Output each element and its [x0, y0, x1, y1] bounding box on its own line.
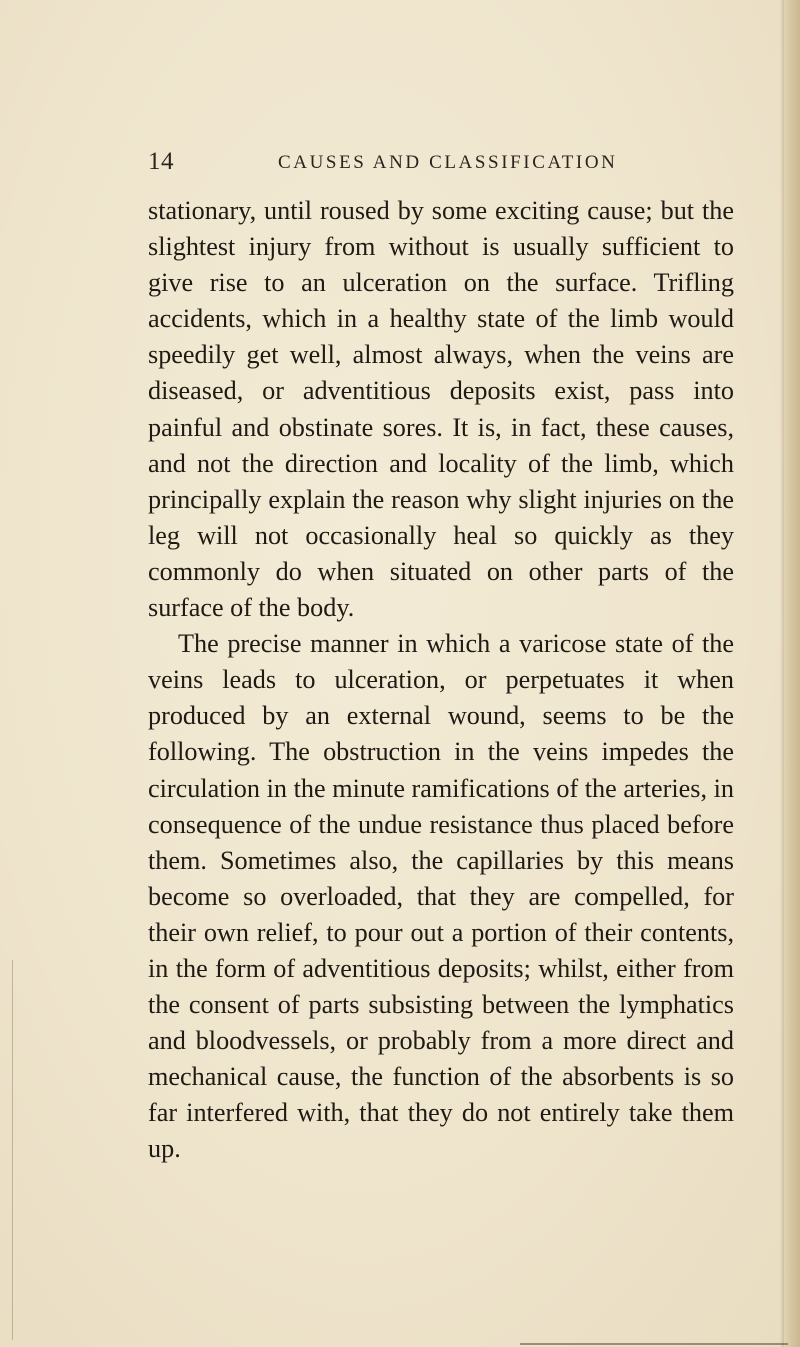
margin-mark — [12, 960, 13, 1340]
page-edge — [784, 0, 800, 1347]
bottom-edge-line — [520, 1343, 788, 1345]
body-text — [148, 193, 734, 1168]
page-number: 14 — [148, 148, 174, 175]
running-head: CAUSES AND CLASSIFICATION — [278, 152, 618, 173]
paragraph: The precise manner in which a varicose state of the veins leads to ulceration, or perpetuates it when produced by an external wound, seems to be the following. The obstruction in the veins impedes the circulation in the minute ramifications of the arteries, in consequence of the undue resistance thus placed before them. Sometimes also, the capillaries by this means become so overloaded, that they are compelled, for their own relief, to pour out a portion of their contents, in the form of adventitious deposits; whilst, either from the consent of parts subsisting between the lymphatics and bloodvessels, or probably from a more direct and mechanical cause, the function of the absorbents is so far interfered with, that they do not entirely take them up. — [148, 629, 734, 1164]
paragraph-continued: stationary, until roused by some exciting cause; but the slightest injury from without is usually sufficient to give rise to an ulceration on the surface. Trifling accidents, which in a healthy state of the limb would speedily get well, almost always, when the veins are diseased, or adventitious deposits exist, pass into painful and obstinate sores. It is, in fact, these causes, and not the direction and locality of the limb, which principally explain the reason why slight injuries on the leg will not occasionally heal so quickly as they commonly do when situated on other parts of the surface of the body. — [148, 196, 734, 623]
page-header — [148, 148, 748, 178]
